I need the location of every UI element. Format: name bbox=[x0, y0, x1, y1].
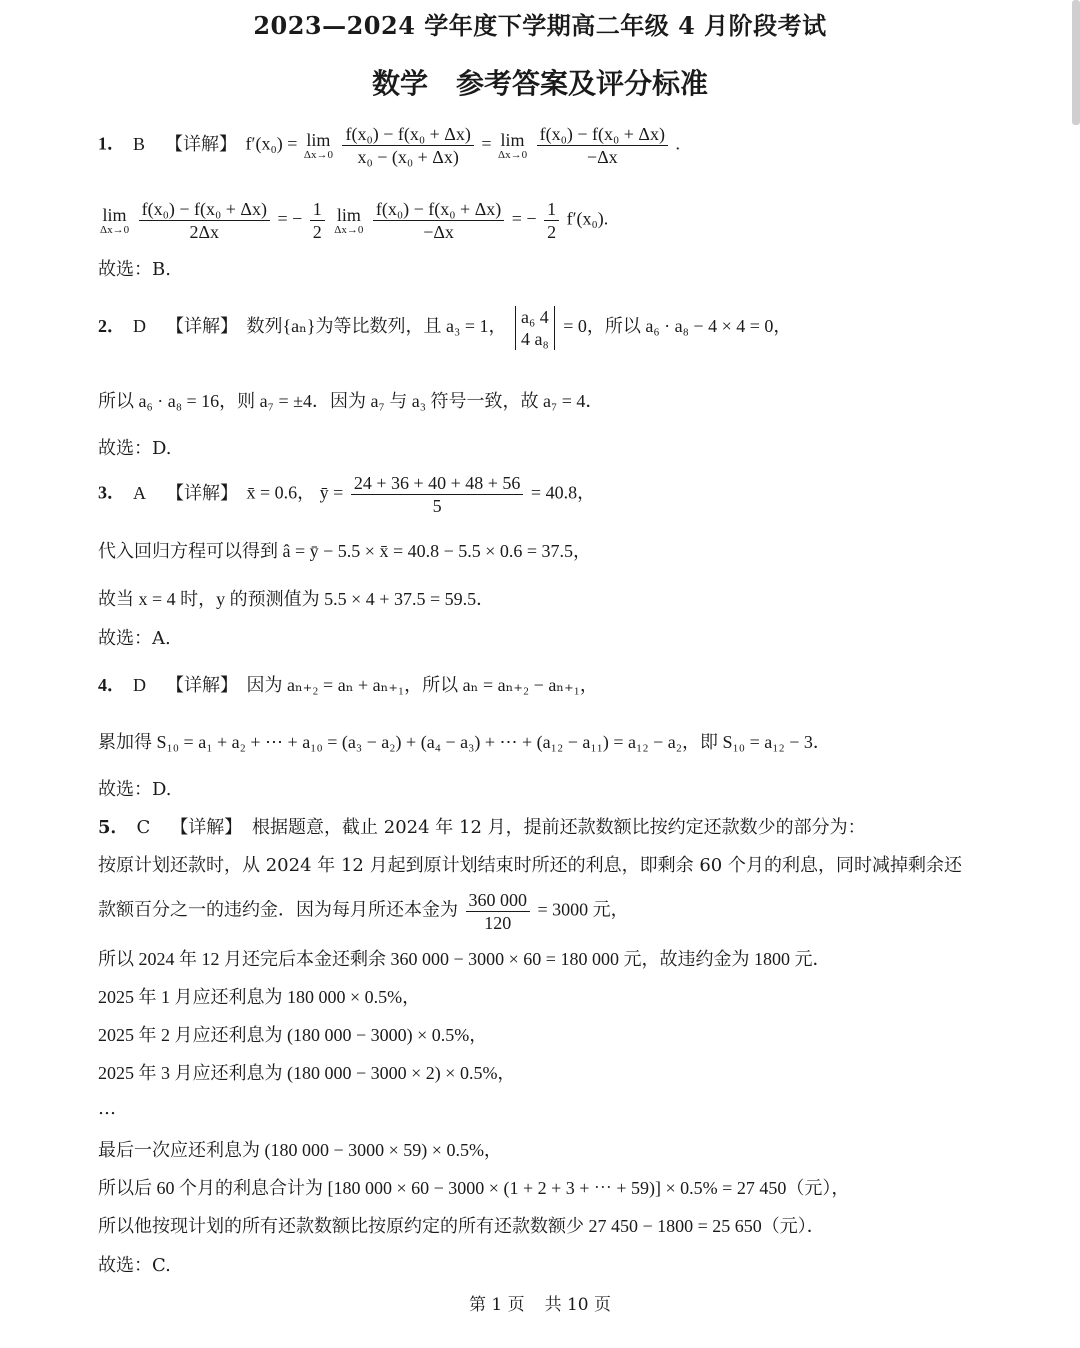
detail-tag: 【详解】 bbox=[165, 133, 238, 154]
limit-operator: lim Δx→0 bbox=[303, 129, 333, 161]
subtitle-label: 参考答案及评分标准 bbox=[456, 67, 709, 100]
question-number: 2． bbox=[98, 316, 125, 337]
equals-sign: = − bbox=[511, 208, 537, 229]
q5-line3-text: 款额百分之一的违约金．因为每月所还本金为 bbox=[98, 899, 458, 920]
y-mean-value: = 40.8， bbox=[530, 482, 596, 503]
equals-sign: = − bbox=[277, 208, 303, 229]
limit-operator: lim Δx→0 bbox=[100, 204, 130, 236]
answer-letter: C bbox=[136, 817, 151, 838]
half-fraction: $\frac{1}{2}$ bbox=[310, 198, 325, 243]
answer-letter: D bbox=[133, 675, 146, 695]
q2-text-after: = 0，所以 a₆ · a₈ − 4 × 4 = 0， bbox=[563, 316, 792, 337]
q5-line3-result: = 3000 元， bbox=[537, 899, 629, 920]
y-mean-label: ȳ = bbox=[319, 482, 344, 503]
question-number: 4． bbox=[98, 675, 125, 695]
period: . bbox=[675, 133, 680, 154]
q1-line1 bbox=[98, 123, 680, 168]
detail-tag: 【详解】 bbox=[166, 482, 238, 503]
q5-line7: 2025 年 3 月应还利息为 (180 000 − 3000 × 2) × 0.5%， bbox=[98, 1063, 516, 1083]
page-number: 第 1 页 bbox=[468, 1295, 525, 1315]
q5-line6: 2025 年 2 月应还利息为 (180 000 − 3000) × 0.5%， bbox=[98, 1025, 488, 1045]
derivative-tail: f′(x₀). bbox=[566, 208, 609, 229]
q1-conclusion: 故选：B. bbox=[98, 259, 171, 280]
q5-text: 根据题意，截止 2024 年 12 月，提前还款数额比按约定还款数少的部分为： bbox=[252, 817, 866, 838]
q3-line1 bbox=[98, 472, 595, 517]
q5-line1 bbox=[98, 816, 866, 840]
q5-line9: 最后一次应还利息为 (180 000 − 3000 × 59) × 0.5%， bbox=[98, 1140, 502, 1160]
question-number: 5． bbox=[98, 817, 129, 838]
detail-tag: 【详解】 bbox=[166, 316, 238, 337]
page-footer bbox=[0, 1290, 1080, 1315]
fraction: $\frac{\text{f(x₀) − f(x₀ + Δx)}}{-\Delta x}$ bbox=[373, 198, 504, 243]
fraction: $\frac{\text{f(x₀) − f(x₀ + Δx)}}{2\Delta x}$ bbox=[139, 198, 270, 243]
derivative-lhs: f′(x₀) = bbox=[245, 133, 298, 154]
answer-letter: A bbox=[133, 482, 146, 503]
limit-operator: lim Δx→0 bbox=[334, 204, 364, 236]
q3-line2: 代入回归方程可以得到 â = ȳ − 5.5 × x̄ = 40.8 − 5.5 × 0.6 = 37.5， bbox=[98, 541, 592, 561]
q5-line4: 所以 2024 年 12 月还完后本金还剩余 360 000 − 3000 × 60 = 180 000 元，故违约金为 1800 元． bbox=[98, 949, 831, 969]
q2-text: 数列{aₙ}为等比数列，且 a₃ = 1， bbox=[246, 316, 507, 337]
fraction: $\frac{360 000}{120}$ bbox=[466, 889, 531, 934]
limit-operator: lim Δx→0 bbox=[498, 129, 528, 161]
fraction: $\frac{24 + 36 + 40 + 48 + 56}{5}$ bbox=[351, 472, 524, 517]
exam-title: 2023—2024 学年度下学期高二年级 4 月阶段考试 bbox=[253, 11, 827, 40]
q4-text: 因为 aₙ₊₂ = aₙ + aₙ₊₁，所以 aₙ = aₙ₊₂ − aₙ₊₁， bbox=[246, 675, 598, 695]
q5-conclusion: 故选：C. bbox=[98, 1255, 171, 1276]
page-total: 共 10 页 bbox=[544, 1295, 612, 1315]
q5-ellipsis: … bbox=[98, 1098, 116, 1119]
answer-letter: D bbox=[133, 316, 146, 337]
q4-conclusion: 故选：D. bbox=[98, 779, 172, 800]
q2-line1 bbox=[98, 306, 791, 350]
q5-line10: 所以后 60 个月的利息合计为 [180 000 × 60 − 3000 × (1 + 2 + 3 + ⋯ + 59)] × 0.5% = 27 450（元）， bbox=[98, 1178, 850, 1198]
q5-line2: 按原计划还款时，从 2024 年 12 月起到原计划结束时所还的利息，即剩余 60 个月的利息，同时减掉剩余还 bbox=[98, 855, 962, 876]
q2-conclusion: 故选：D. bbox=[98, 438, 172, 459]
q5-line11: 所以他按现计划的所有还款数额比按原约定的所有还款数额少 27 450 − 1800 = 25 650（元）． bbox=[98, 1216, 825, 1236]
q4-line1 bbox=[98, 673, 598, 697]
fraction: $\frac{\text{f(x₀) − f(x₀ + Δx)}}{\text{x₀ − (x₀ + Δx)}}$ bbox=[342, 123, 473, 168]
answer-key-title bbox=[0, 62, 1080, 102]
q5-line3 bbox=[98, 889, 629, 934]
q3-line3: 故当 x = 4 时，y 的预测值为 5.5 × 4 + 37.5 = 59.5． bbox=[98, 589, 495, 609]
question-number: 3． bbox=[98, 482, 125, 503]
equals-sign: = bbox=[481, 133, 492, 154]
answer-letter: B bbox=[133, 133, 146, 154]
detail-tag: 【详解】 bbox=[166, 675, 238, 695]
q3-conclusion: 故选：A. bbox=[98, 628, 171, 649]
q1-line2 bbox=[98, 198, 608, 243]
q5-line5: 2025 年 1 月应还利息为 180 000 × 0.5%， bbox=[98, 987, 421, 1007]
x-mean: x̄ = 0.6， bbox=[246, 482, 316, 503]
question-number: 1． bbox=[98, 133, 125, 154]
half-fraction: $\frac{1}{2}$ bbox=[544, 198, 559, 243]
q2-line2: 所以 a₆ · a₈ = 16，则 a₇ = ±4．因为 a₇ 与 a₃ 符号一致，故 a₇ = 4． bbox=[98, 391, 604, 411]
q4-line2: 累加得 S₁₀ = a₁ + a₂ + ⋯ + a₁₀ = (a₃ − a₂) + (a₄ − a₃) + ⋯ + (a₁₂ − a₁₁) = a₁₂ − a₂，即 S₁₀ = a₁₂ − 3． bbox=[98, 732, 831, 752]
fraction: $\frac{\text{f(x₀) − f(x₀ + Δx)}}{-\Delta x}$ bbox=[537, 123, 668, 168]
subject-label: 数学 bbox=[371, 67, 428, 100]
detail-tag: 【详解】 bbox=[170, 817, 243, 838]
determinant: a₆ 4 4 a₈ bbox=[515, 306, 555, 350]
